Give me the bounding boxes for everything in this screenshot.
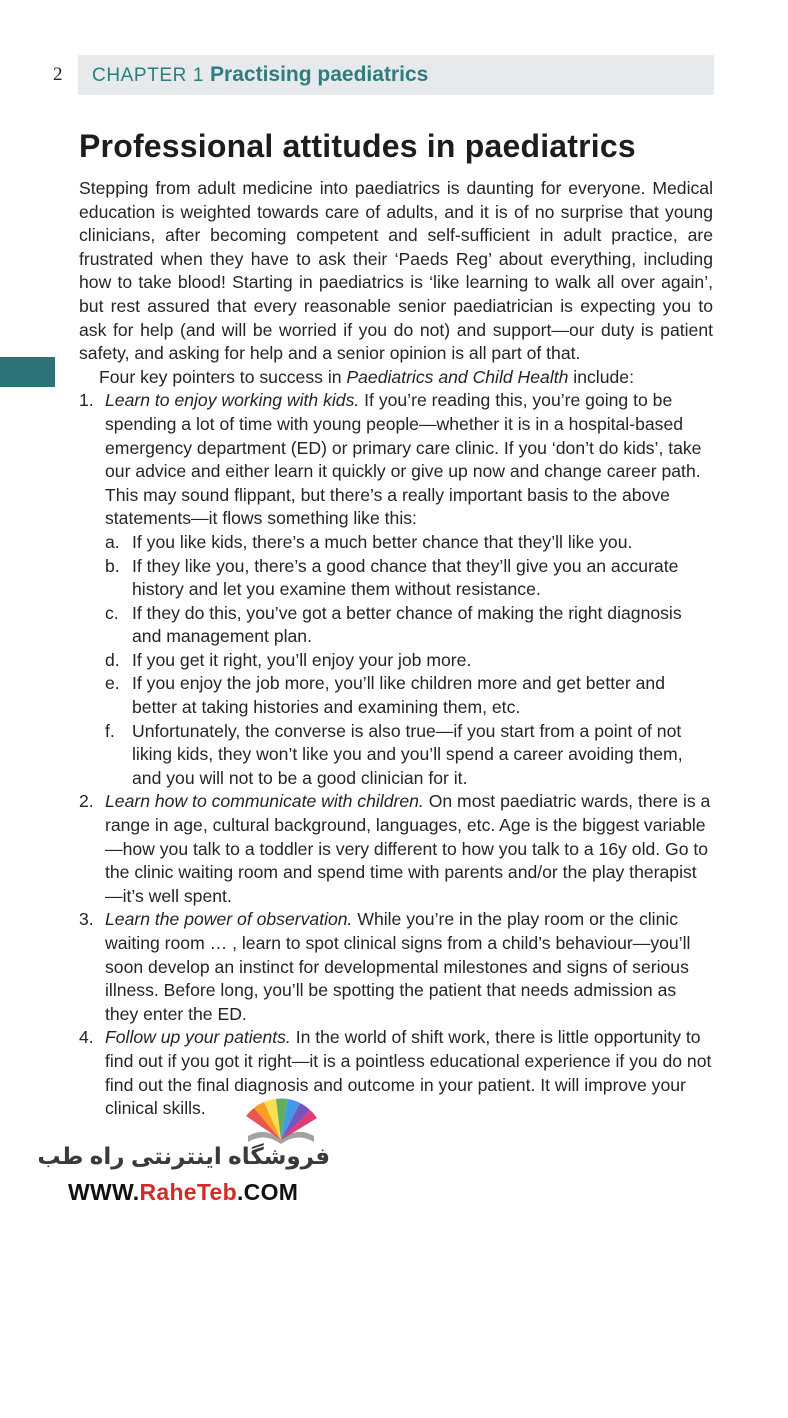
sub-item-letter: f.: [105, 720, 115, 741]
sub-list-item: [105, 531, 713, 555]
sub-item-text: If you get it right, you’ll enjoy your job more.: [132, 649, 472, 670]
sub-list-item: [105, 602, 713, 649]
item-text: If you’re reading this, you’re going to be spending a lot of time with young people—whether it is in a hospital-based emergency department (ED) or primary care clinic. If you ‘don’t do kids’, take our advice and either learn it quickly or give up now and change career path. This may sound flippant, but there’s a really important basis to the above statements—it flows something like this:: [105, 390, 702, 529]
list-item: [79, 389, 713, 790]
section-thumb-tab: [0, 357, 55, 387]
item-text: In the world of shift work, there is little opportunity to find out if you got it right—it is a pointless educational experience if you do not find out the final diagnosis and outcome in your patient. It will improve your clinical skills.: [105, 1027, 712, 1119]
sub-item-letter: d.: [105, 649, 120, 670]
chapter-header: [78, 55, 714, 95]
item-number: 1.: [79, 390, 94, 411]
item-text: While you’re in the play room or the clinic waiting room … , learn to spot clinical signs from a child’s behaviour—you’ll soon develop an instinct for developmental milestones and signs of serious illness. Before long, you’ll be spotting the patient that needs admission as they enter the ED.: [105, 909, 691, 1024]
page-number: 2: [53, 64, 63, 85]
book-fan-logo-icon: [238, 1096, 324, 1144]
watermark-persian-text: فروشگاه اینترنتی راه طب: [37, 1143, 330, 1169]
book-title: Paediatrics and Child Health: [346, 366, 569, 387]
sub-list: [105, 531, 713, 791]
sub-item-text: Unfortunately, the converse is also true—if you start from a point of not liking kids, they won’t like you and you’ll spend a career avoiding them, and you will not to be a good clinician for it.: [132, 720, 683, 788]
sub-item-letter: a.: [105, 531, 120, 552]
url-prefix: WWW.: [68, 1179, 140, 1205]
sub-item-text: If they like you, there’s a good chance that they’ll give you an accurate history and let you examine them without resistance.: [132, 555, 679, 600]
chapter-label: CHAPTER 1: [92, 65, 205, 86]
item-lead: Learn to enjoy working with kids.: [105, 390, 360, 411]
url-brand: RaheTeb: [139, 1179, 237, 1205]
list-item: [79, 908, 713, 1026]
watermark: [37, 1096, 336, 1208]
sub-item-letter: e.: [105, 673, 120, 694]
sub-list-item: [105, 720, 713, 791]
sub-item-letter: c.: [105, 602, 119, 623]
sub-item-letter: b.: [105, 555, 120, 576]
sub-item-text: If you like kids, there’s a much better chance that they’ll like you.: [132, 531, 633, 552]
watermark-url[interactable]: [68, 1179, 298, 1206]
item-lead: Learn the power of observation.: [105, 909, 353, 930]
item-number: 3.: [79, 909, 94, 930]
intro-paragraph: Stepping from adult medicine into paediatrics is daunting for everyone. Medical education is weighted towards care of adults, and it is of no surprise that young clinicians, after becoming competent and self-sufficient in adult practice, are frustrated when they have to ask their ‘Paeds Reg’ about everything, including how to take blood! Starting in paediatrics is ‘like learning to walk all over again’, but rest assured that every reasonable senior paediatrician is expecting you to ask for help (and will be worried if you do not) and support—our duty is patient safety, and asking for help and a senior opinion is all part of that.: [79, 178, 713, 364]
sub-item-text: If they do this, you’ve got a better chance of making the right diagnosis and management plan.: [132, 602, 682, 647]
sub-item-text: If you enjoy the job more, you’ll like children more and get better and better at taking histories and examining them, etc.: [132, 673, 666, 718]
url-suffix: .COM: [236, 1179, 299, 1205]
list-item: [79, 790, 713, 908]
sub-list-item: [105, 672, 713, 719]
page-title: Professional attitudes in paediatrics: [79, 128, 636, 164]
item-number: 2.: [79, 791, 94, 812]
sub-list-item: [105, 649, 713, 673]
pointers-after: include:: [568, 366, 634, 387]
article-body: [79, 177, 713, 1121]
pointers-intro: [79, 366, 713, 390]
item-number: 4.: [79, 1027, 94, 1048]
item-text: On most paediatric wards, there is a range in age, cultural background, languages, etc. Age is the biggest variable—how you talk to a toddler is very different to how you talk to a 16y old. Go to the clinic waiting room and spend time with parents and/or the play therapist—it’s well spent.: [105, 791, 711, 906]
item-lead: Learn how to communicate with children.: [105, 791, 424, 812]
pointer-list: [79, 389, 713, 1120]
sub-list-item: [105, 555, 713, 602]
item-lead: Follow up your patients.: [105, 1027, 291, 1048]
chapter-title: Practising paediatrics: [210, 63, 429, 86]
pointers-before: Four key pointers to success in: [99, 366, 347, 387]
